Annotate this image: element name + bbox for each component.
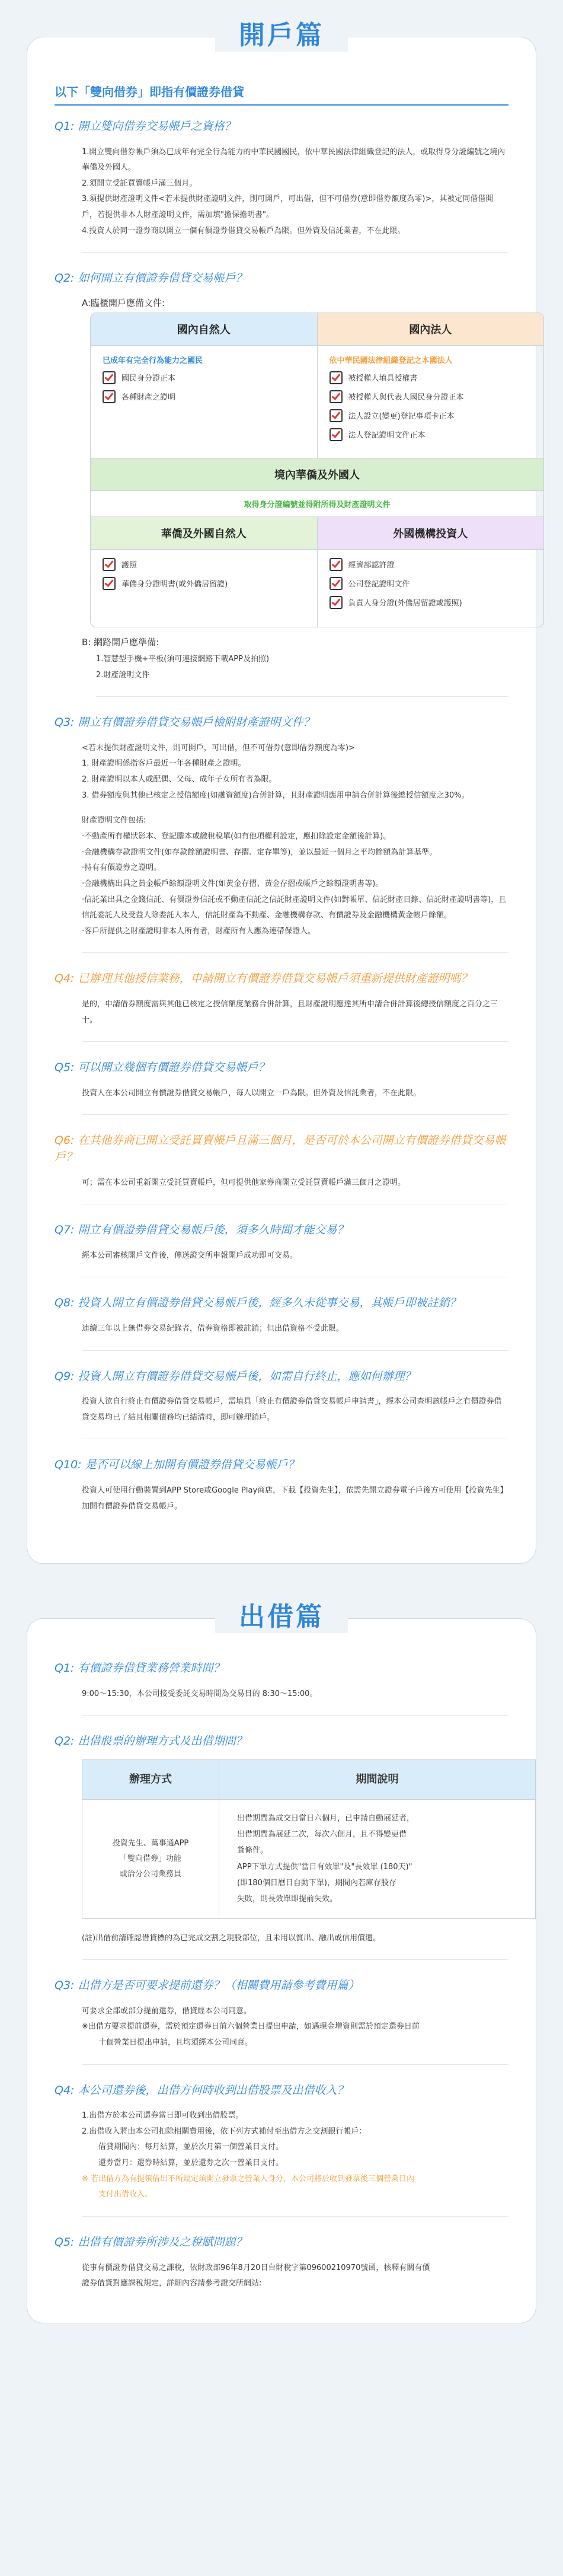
faq-a8-text: 連續三年以上無借券交易紀錄者，借券資格即被註銷；但出借資格不受此限。 [82, 1324, 344, 1333]
section-note: 以下「雙向借券」即指有價證券借貸 [55, 82, 508, 106]
faq-a4-text: 是的，申請借券額度需與其他已核定之授信額度業務合併計算，且財產證明應達其所申請合併計算後總授信額度之百分之三十。 [82, 1000, 498, 1025]
doc-item: 經濟部認許證 [348, 561, 395, 570]
lending-title: 出借篇 [215, 1595, 348, 1633]
faq-a4 [82, 997, 508, 1042]
checkbox-checked-icon [103, 390, 116, 403]
account-opening-title: 開戶篇 [215, 14, 348, 52]
checkbox-checked-icon [330, 428, 343, 441]
period-line: 出借期間為展延二次，每次六個月，且不得變更借 [237, 1830, 407, 1839]
faq-q6: Q6: 在其他券商已開立受託買賣帳戶且滿三個月，是否可於本公司開立有價證券借貸交易帳戶？ [55, 1134, 506, 1164]
lend-a2-note [82, 1931, 508, 1960]
method-line: 投資先生、萬事通APP [112, 1838, 189, 1848]
domestic-person-condition: 已成年有完全行為能力之國民 [103, 356, 203, 365]
online-doc-item: 2.財產證明文件 [96, 670, 150, 680]
faq-a10-text: 投資人可使用行動裝置到APP Store或Google Play商店，下載【投資先生】，依需先開立證券電子戶後方可使用【投資先生】加開有價證券借貸交易帳戶。 [82, 1485, 508, 1511]
faq-q9: Q9: 投資人開立有價證券借貸交易帳戶後，如需自行終止，應如何辦理？ [55, 1369, 416, 1383]
checkbox-checked-icon [103, 577, 116, 590]
lend-a4-warning: 支付出借收入。 [98, 2190, 153, 2199]
faq-a3-line: <若未提供財產證明文件，則可開戶，可出借，但不可借券(意即借券額度為零)> [82, 743, 355, 753]
domestic-corp-condition: 依中華民國法律組織登記之本國法人 [329, 356, 453, 365]
lend-q5: Q5: 出借有價證券所涉及之稅賦問題？ [55, 2236, 247, 2249]
lend-q3: Q3: 出借方是否可要求提前還券？（相關費用請參考費用篇） [55, 1979, 360, 1992]
period-line: (即180個日曆日自動下單)，期間內若庫存股存 [237, 1878, 396, 1888]
faq-q8: Q8: 投資人開立有價證券借貸交易帳戶後，經多久未從事交易，其帳戶即被註銷？ [55, 1296, 461, 1310]
doc-item: 被授權人填具授權書 [348, 374, 418, 384]
faq-a9-text: 投資人欲自行終止有價證券借貸交易帳戶，需填具「終止有價證券借貸交易帳戶申請書」，經本公司查明該帳戶之有價證券借貸交易均已了結且相關債務均已結清時，即可辦理銷戶。 [82, 1397, 502, 1422]
checkbox-checked-icon [330, 409, 343, 422]
lend-a3-line: 可要求全部或部分提前還券，借貸經本公司同意。 [82, 2006, 252, 2016]
faq-a3-list-item: ‧金融機構存款證明文件(如存款餘額證明書、存摺、定存單等)，並以最近一個月之平均餘額為計算基準。 [82, 847, 437, 857]
faq-a3-line: 2. 財產證明以本人或配偶、父母、成年子女所有者為限。 [82, 775, 277, 785]
counter-docs-heading: A:臨櫃開戶應備文件: [82, 297, 165, 308]
doc-item: 華僑身分證明書(或外僑居留證) [121, 580, 228, 589]
lend-a4-line: 1.出借方於本公司還券當日即可收到出借股票。 [82, 2111, 244, 2121]
online-docs-list [96, 652, 508, 697]
faq-a3-list-head: 財產證明文件包括: [82, 816, 146, 825]
table-header-period: 期間說明 [219, 1760, 535, 1799]
faq-a10 [82, 1483, 508, 1528]
checkbox-checked-icon [103, 558, 116, 571]
online-docs-heading: B: 網路開戶應準備: [82, 636, 159, 648]
table-header-method: 辦理方式 [82, 1760, 219, 1799]
faq-q7: Q7: 開立有價證券借貸交易帳戶後，須多久時間才能交易？ [55, 1223, 348, 1237]
faq-a3-list-item: ‧信託業出具之金錢信託、有價證券信託或不動產信託之信託財產證明文件(如對帳單、信託財產目錄、信託財產證明書等)，且信託委託人及受益人除委託人本人，信託財產為不動產、金融機構存款、有價證券及金融機構黃金帳戶餘額。 [82, 895, 507, 920]
faq-q3: Q3: 開立有價證券借貸交易帳戶檢附財產證明文件？ [55, 716, 315, 729]
faq-a6 [82, 1175, 508, 1205]
lend-a3 [82, 2004, 508, 2065]
overseas-person-header: 華僑及外國自然人 [91, 517, 317, 550]
lend-a5-line: 從事有價證券借貸交易之課稅，依財政部96年8月20日台財稅字第09600210970號函，核釋有關有價 [82, 2263, 430, 2272]
faq-a1-item: 2.須開立受託買賣帳戶滿三個月。 [82, 178, 197, 188]
checkbox-checked-icon [330, 596, 343, 609]
method-line: 或洽分公司業務員 [119, 1869, 181, 1879]
checkbox-checked-icon [330, 558, 343, 571]
doc-item: 護照 [121, 561, 137, 570]
doc-item: 各種財產之證明 [121, 393, 176, 403]
foreign-inst-header: 外國機構投資人 [318, 517, 544, 550]
faq-a3 [82, 741, 508, 954]
lend-note-text: (註)出借前請確認借貸標的為已完成交割之現股部位，且未用以質出、融出或信用償還。 [82, 1933, 381, 1943]
lend-a1-text: 9:00～15:30，本公司接受委託交易時間為交易日的 8:30～15:00。 [82, 1689, 318, 1698]
faq-a7 [82, 1248, 508, 1278]
faq-a3-line: 3. 借券額度與其他已核定之授信額度(如融資額度)合併計算，且財產證明應用申請合併計算後總授信額度之30%。 [82, 790, 469, 800]
lend-a3-line: 十個營業日提出申請，且均須經本公司同意。 [98, 2038, 253, 2048]
lend-a5-line: 證券借貸對應課稅規定，詳細內容請參考證交所網站: [82, 2279, 262, 2288]
domestic-corp-header: 國內法人 [318, 313, 544, 346]
period-line: 失敗，則長效單即提前失效。 [237, 1895, 338, 1904]
lend-a4 [82, 2108, 508, 2217]
lend-a5 [82, 2261, 508, 2305]
faq-q10: Q10: 是否可以線上加開有價證券借貸交易帳戶？ [55, 1458, 299, 1472]
lend-q1: Q1: 有價證券借貸業務營業時間？ [55, 1662, 225, 1675]
faq-q5: Q5: 可以開立幾個有價證券借貸交易帳戶？ [55, 1061, 270, 1075]
faq-a3-list-item: ‧持有有價證券之證明。 [82, 863, 162, 873]
online-doc-item: 1.智慧型手機+平板(須可連接網路下載APP及拍照) [96, 654, 270, 664]
lending-period-cell [219, 1800, 535, 1918]
lend-a3-line: ※出借方要求提前還券，需於預定還券日前六個營業日提出申請，如遇現金增資則需於預定還券日前 [82, 2022, 420, 2032]
lend-a4-line: 借貸期間內：每月結算，並於次月第一個營業日支付。 [98, 2143, 284, 2152]
faq-a6-text: 可；需在本公司重新開立受託買賣帳戶，但可提供他家券商開立受託買賣帳戶滿三個月之證明。 [82, 1178, 406, 1187]
doc-item: 被授權人與代表人國民身分證正本 [348, 393, 464, 403]
lending-card [27, 1602, 536, 2323]
faq-a3-list-item: ‧客戶所提供之財產證明非本人所有者，財產所有人應為連帶保證人。 [82, 926, 316, 936]
doc-item: 法人登記證明文件正本 [348, 431, 426, 441]
lending-method-table [82, 1759, 536, 1919]
period-line: 出借期間為成交日當日六個月，已申請自動展延者， [237, 1813, 415, 1823]
doc-item: 負責人身分證(外僑居留證或護照) [348, 599, 462, 608]
faq-a3-line: 1. 財產證明係指客戶最近一年各種財產之證明。 [82, 759, 246, 769]
overseas-condition: 取得身分證編號並得附所得及財產證明文件 [91, 491, 543, 517]
faq-a3-list-item: ‧金融機構出具之黃金帳戶餘額證明文件(如黃金存摺、黃金存摺或帳戶之餘額證明書等)。 [82, 879, 383, 888]
faq-q1: Q1: 開立雙向借券交易帳戶之資格？ [55, 120, 236, 133]
checkbox-checked-icon [330, 577, 343, 590]
lending-method-cell [82, 1800, 219, 1918]
faq-a1-item: 1.開立雙向借券帳戶須為已成年有完全行為能力的中華民國國民，依中華民國法律組織登記的法人，或取得身分證編號之境內華僑及外國人。 [82, 147, 506, 173]
domestic-person-header: 國內自然人 [91, 313, 317, 346]
faq-a9 [82, 1394, 508, 1439]
document-requirements-table [90, 313, 544, 627]
faq-a1-item: 3.須提供財產證明文件<若未提供財產證明文件，則可開戶，可出借，但不可借券(意即借券額度為零)>，其被定同借借開戶，若提供非本人財產證明文件，需加填"擔保擔明書"。 [82, 195, 494, 220]
lend-a4-warning: ※ 若出借方為有提領借出不所規定須開立發票之營業人身分，本公司將於收到發票後三個營業日內 [82, 2174, 415, 2183]
method-line: 「雙向借券」功能 [119, 1854, 181, 1863]
faq-q4: Q4: 已辦理其他授信業務，申請開立有價證券借貸交易帳戶須重新提供財產證明嗎？ [55, 972, 472, 986]
period-line: 貸條件。 [237, 1846, 268, 1856]
overseas-header: 境內華僑及外國人 [91, 458, 543, 491]
faq-a8 [82, 1321, 508, 1351]
checkbox-checked-icon [330, 390, 343, 403]
faq-a1-item: 4.投資人於同一證券商以開立一個有價證券借貸交易帳戶為限。但外資及信託業者，不在此限。 [82, 226, 405, 235]
faq-a7-text: 經本公司審核開戶文件後，傳送證交所申報開戶成功即可交易。 [82, 1251, 298, 1260]
lend-a1 [82, 1686, 508, 1716]
faq-a5-text: 投資人在本公司開立有價證券借貸交易帳戶，每人以開立一戶為限。但外資及信託業者，不在此限。 [82, 1088, 421, 1098]
lend-a4-line: 2.出借收入將由本公司扣除相關費用後，依下列方式補付至出借方之交割銀行帳戶： [82, 2127, 367, 2136]
lend-q4: Q4: 本公司還券後，出借方何時收到出借股票及出借收入？ [55, 2083, 348, 2097]
lend-q2: Q2: 出借股票的辦理方式及出借期間？ [55, 1735, 247, 1748]
period-line: APP下單方式提供"當日有效單"及"長效單 (180天)" [237, 1862, 412, 1872]
doc-item: 國民身分證正本 [121, 374, 176, 384]
checkbox-checked-icon [330, 371, 343, 384]
doc-item: 法人設立(變更)登記事項卡正本 [348, 412, 455, 422]
faq-a1 [82, 145, 508, 253]
doc-item: 公司登記證明文件 [348, 580, 410, 589]
faq-q2: Q2: 如何開立有價證券借貸交易帳戶？ [55, 272, 247, 285]
faq-a3-list-item: ‧不動產所有權狀影本、登記謄本或繳稅稅單(如有他項權利設定，應扣除設定金額後計算)。 [82, 831, 391, 841]
account-opening-card [27, 20, 536, 1564]
lend-a4-line: 還券當月：還券時結算，並於還券之次一營業日支付。 [98, 2159, 284, 2168]
faq-a5 [82, 1086, 508, 1115]
checkbox-checked-icon [103, 371, 116, 384]
